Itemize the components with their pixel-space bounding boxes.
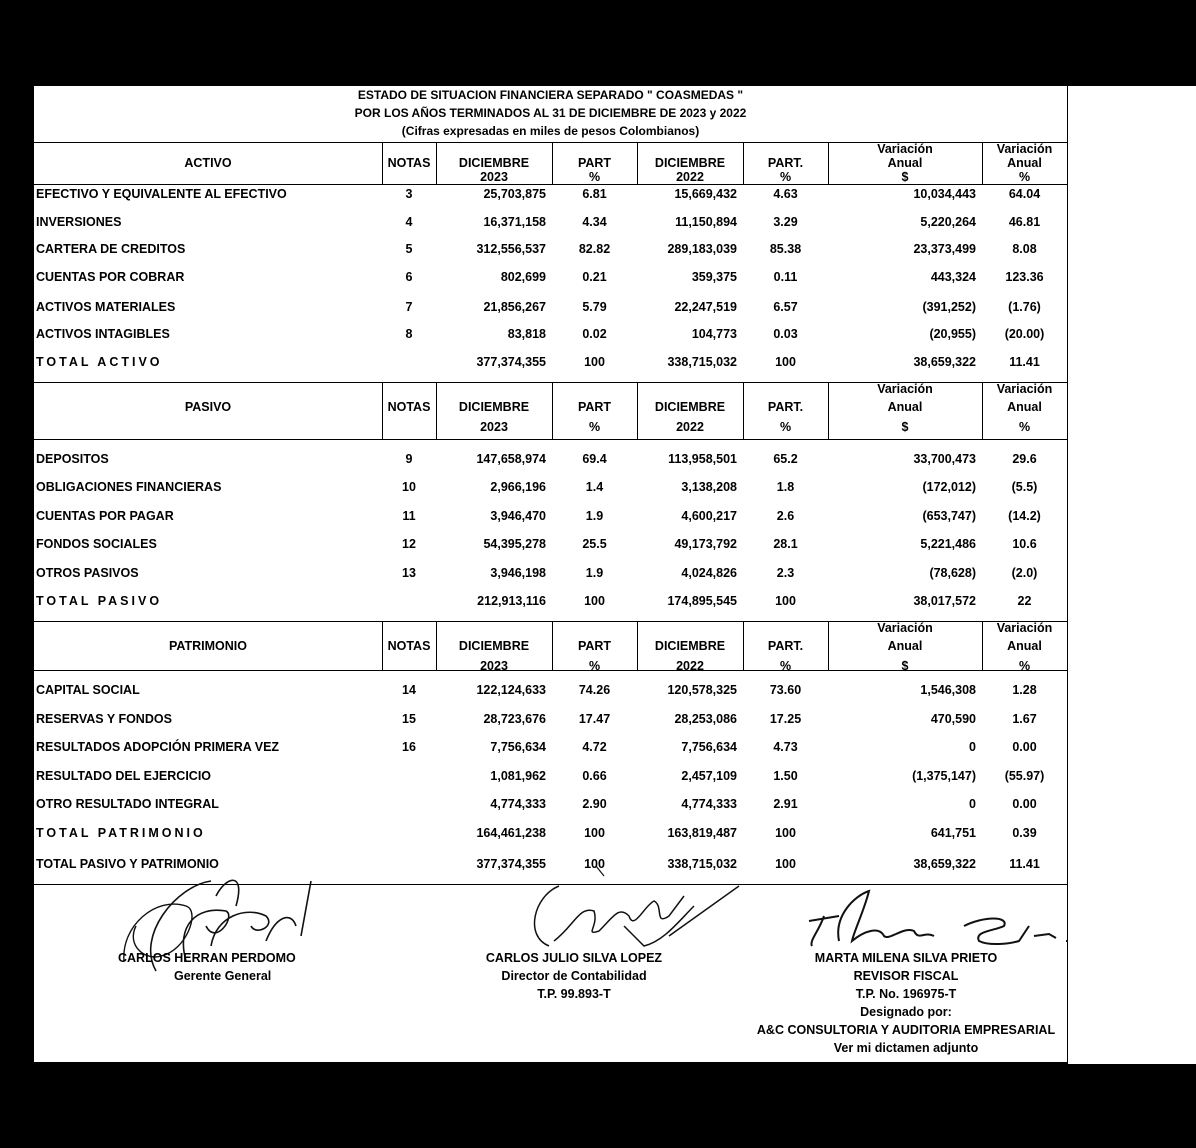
row-nota: 8 (405, 327, 413, 341)
row-part-2022: 73.60 (769, 683, 802, 697)
row-label: DEPOSITOS (36, 452, 109, 466)
col-part-2023-header: PART (577, 639, 612, 653)
col-pct-2022-header: % (779, 659, 792, 673)
row-variation-abs: (1,375,147) (912, 769, 976, 783)
signer-right-tp: T.P. No. 196975-T (855, 987, 957, 1001)
row-value-2023: 2,966,196 (490, 480, 546, 494)
col-var-abs-unit: $ (901, 659, 909, 673)
grand-total-part-2023: 100 (584, 857, 605, 871)
row-variation-abs: 33,700,473 (913, 452, 976, 466)
row-value-2023: 7,756,634 (490, 740, 546, 754)
grand-total-variation-abs: 38,659,322 (913, 857, 976, 871)
row-value-2023: 164,461,238 (476, 826, 546, 840)
right-blank-panel (1068, 86, 1196, 1064)
row-value-2023: 3,946,470 (490, 509, 546, 523)
col-dic-2023-header: DICIEMBRE (458, 400, 530, 414)
grand-total-2023: 377,374,355 (476, 857, 546, 871)
col-year-2022-header: 2022 (676, 170, 704, 184)
row-label: CUENTAS POR COBRAR (36, 270, 185, 284)
row-variation-pct: 0.39 (1012, 826, 1037, 840)
row-value-2022: 4,774,333 (681, 797, 737, 811)
row-value-2023: 3,946,198 (490, 566, 546, 580)
col-pct-2023-header: % (588, 170, 601, 184)
row-label: OBLIGACIONES FINANCIERAS (36, 480, 222, 494)
row-part-2022: 6.57 (773, 300, 798, 314)
row-value-2022: 289,183,039 (667, 242, 737, 256)
row-part-2023: 4.34 (582, 215, 607, 229)
col-var-pct-header: Variación (996, 382, 1053, 396)
row-label: FONDOS SOCIALES (36, 537, 157, 551)
col-notas-header: NOTAS (387, 400, 431, 414)
financial-statement-sheet (34, 86, 1067, 1062)
row-value-2022: 174,895,545 (667, 594, 737, 608)
row-variation-pct: 29.6 (1012, 452, 1037, 466)
signer-center-role: Director de Contabilidad (501, 969, 647, 983)
col-var-abs-anual: Anual (887, 156, 923, 170)
row-variation-abs: 443,324 (930, 270, 976, 284)
row-part-2023: 82.82 (578, 242, 611, 256)
row-variation-pct: 10.6 (1012, 537, 1037, 551)
row-nota: 15 (402, 712, 416, 726)
row-part-2022: 2.3 (776, 566, 795, 580)
row-variation-abs: 38,017,572 (913, 594, 976, 608)
signer-center-name: CARLOS JULIO SILVA LOPEZ (485, 951, 663, 965)
row-part-2023: 100 (584, 355, 605, 369)
col-var-pct-header: Variación (996, 621, 1053, 635)
row-part-2022: 100 (775, 355, 796, 369)
row-part-2022: 1.8 (776, 480, 795, 494)
row-value-2022: 359,375 (691, 270, 737, 284)
row-part-2022: 65.2 (773, 452, 798, 466)
row-variation-abs: (78,628) (929, 566, 976, 580)
row-part-2023: 5.79 (582, 300, 607, 314)
row-value-2022: 11,150,894 (675, 215, 737, 229)
statement-note: (Cifras expresadas en miles de pesos Colombianos) (401, 124, 700, 138)
signer-right-designado: Designado por: (860, 1005, 952, 1019)
row-label: RESULTADO DEL EJERCICIO (36, 769, 212, 783)
row-variation-pct: (20.00) (1004, 327, 1045, 341)
row-part-2023: 4.72 (582, 740, 607, 754)
row-value-2022: 7,756,634 (681, 740, 737, 754)
row-part-2022: 1.50 (773, 769, 798, 783)
row-part-2023: 0.02 (582, 327, 607, 341)
statement-title: ESTADO DE SITUACION FINANCIERA SEPARADO " COASMEDAS " (357, 88, 744, 102)
signer-right-firm: A&C CONSULTORIA Y AUDITORIA EMPRESARIAL (756, 1023, 1056, 1037)
signer-left-role: Gerente General (174, 969, 272, 983)
section-header-rule (34, 439, 1067, 440)
row-variation-abs: 470,590 (930, 712, 976, 726)
row-value-2022: 15,669,432 (674, 187, 737, 201)
row-variation-pct: 22 (1017, 594, 1032, 608)
row-part-2022: 28.1 (773, 537, 798, 551)
signer-center-tp: T.P. 99.893-T (537, 987, 611, 1001)
row-variation-pct: (55.97) (1004, 769, 1045, 783)
signer-right-role: REVISOR FISCAL (853, 969, 959, 983)
row-part-2023: 1.9 (585, 509, 604, 523)
row-nota: 9 (405, 452, 413, 466)
row-variation-pct: 64.04 (1008, 187, 1041, 201)
row-value-2022: 3,138,208 (681, 480, 737, 494)
row-nota: 14 (402, 683, 416, 697)
row-part-2022: 17.25 (769, 712, 802, 726)
row-nota: 10 (402, 480, 416, 494)
row-variation-pct: 0.00 (1012, 797, 1037, 811)
row-nota: 12 (402, 537, 416, 551)
row-variation-pct: 123.36 (1005, 270, 1044, 284)
section-title: PASIVO (184, 400, 232, 414)
col-year-2023-header: 2023 (480, 659, 508, 673)
statement-subtitle: POR LOS AÑOS TERMINADOS AL 31 DE DICIEMBRE DE 2023 y 2022 (354, 106, 747, 120)
row-value-2023: 54,395,278 (483, 537, 546, 551)
row-part-2023: 69.4 (582, 452, 607, 466)
col-part-2022-header: PART. (767, 639, 804, 653)
col-var-abs-header: Variación (877, 142, 933, 156)
row-nota: 3 (405, 187, 413, 201)
col-pct-2022-header: % (779, 170, 792, 184)
col-var-abs-anual: Anual (887, 639, 923, 653)
col-dic-2023-header: DICIEMBRE (458, 639, 530, 653)
row-label: CUENTAS POR PAGAR (36, 509, 174, 523)
col-dic-2022-header: DICIEMBRE (654, 639, 726, 653)
row-part-2023: 25.5 (582, 537, 607, 551)
row-label: CAPITAL SOCIAL (36, 683, 140, 697)
row-nota: 5 (405, 242, 413, 256)
col-part-2023-header: PART (577, 400, 612, 414)
row-part-2022: 0.03 (773, 327, 798, 341)
row-variation-abs: (391,252) (922, 300, 976, 314)
row-value-2023: 312,556,537 (476, 242, 546, 256)
row-part-2023: 2.90 (582, 797, 607, 811)
col-var-abs-header: Variación (877, 621, 933, 635)
section-header-rule (34, 184, 1067, 185)
signature-right-scribble (794, 886, 1084, 956)
total-row-label: TOTAL PATRIMONIO (36, 826, 206, 840)
row-part-2022: 2.6 (776, 509, 795, 523)
row-value-2022: 120,578,325 (667, 683, 737, 697)
row-part-2022: 2.91 (773, 797, 798, 811)
row-value-2022: 338,715,032 (667, 355, 737, 369)
row-value-2023: 147,658,974 (476, 452, 546, 466)
row-value-2023: 212,913,116 (477, 594, 546, 608)
col-pct-2023-header: % (588, 420, 601, 434)
row-value-2022: 2,457,109 (681, 769, 737, 783)
row-part-2023: 0.21 (582, 270, 607, 284)
col-var-pct-anual: Anual (1007, 639, 1042, 653)
col-pct-2022-header: % (779, 420, 792, 434)
row-variation-pct: 11.41 (1009, 355, 1040, 369)
row-label: OTRO RESULTADO INTEGRAL (36, 797, 219, 811)
col-pct-2023-header: % (588, 659, 601, 673)
row-label: INVERSIONES (36, 215, 122, 229)
col-var-abs-unit: $ (901, 420, 909, 434)
row-variation-pct: (2.0) (1011, 566, 1038, 580)
row-variation-pct: (1.76) (1008, 300, 1041, 314)
row-value-2023: 4,774,333 (490, 797, 546, 811)
grand-total-part-2022: 100 (775, 857, 796, 871)
row-label: CARTERA DE CREDITOS (36, 242, 186, 256)
signer-right-dictamen: Ver mi dictamen adjunto (833, 1041, 979, 1055)
total-row-label: TOTAL PASIVO (36, 594, 163, 608)
row-variation-pct: (14.2) (1008, 509, 1041, 523)
row-value-2022: 104,773 (691, 327, 737, 341)
col-year-2022-header: 2022 (676, 420, 704, 434)
row-variation-pct: 0.00 (1012, 740, 1037, 754)
col-dic-2022-header: DICIEMBRE (654, 156, 726, 170)
col-dic-2022-header: DICIEMBRE (654, 400, 726, 414)
row-value-2022: 163,819,487 (667, 826, 737, 840)
row-part-2022: 3.29 (773, 215, 798, 229)
row-value-2023: 122,124,633 (476, 683, 546, 697)
grand-total-label: TOTAL PASIVO Y PATRIMONIO (36, 857, 219, 871)
row-label: RESULTADOS ADOPCIÓN PRIMERA VEZ (36, 740, 280, 754)
col-year-2023-header: 2023 (480, 170, 508, 184)
row-value-2022: 4,024,826 (681, 566, 737, 580)
col-var-pct-unit: % (1018, 170, 1031, 184)
col-var-pct-anual: Anual (1007, 156, 1042, 170)
col-var-abs-anual: Anual (887, 400, 923, 414)
row-variation-abs: (20,955) (929, 327, 976, 341)
total-row-label: TOTAL ACTIVO (36, 355, 163, 369)
row-part-2023: 17.47 (578, 712, 611, 726)
row-part-2023: 1.9 (585, 566, 604, 580)
signer-left-name: CARLOS HERRAN PERDOMO (118, 951, 296, 965)
row-part-2023: 1.4 (585, 480, 604, 494)
col-year-2023-header: 2023 (480, 420, 508, 434)
row-value-2022: 4,600,217 (681, 509, 737, 523)
row-part-2023: 100 (584, 594, 605, 608)
section-title: ACTIVO (184, 156, 232, 170)
col-notas-header: NOTAS (387, 156, 431, 170)
col-var-pct-header: Variación (996, 142, 1053, 156)
row-label: RESERVAS Y FONDOS (36, 712, 172, 726)
row-nota: 16 (402, 740, 416, 754)
row-variation-abs: 641,751 (930, 826, 976, 840)
row-variation-abs: 0 (969, 740, 976, 754)
row-variation-pct: 46.81 (1008, 215, 1041, 229)
row-value-2022: 28,253,086 (674, 712, 737, 726)
row-value-2023: 83,818 (507, 327, 546, 341)
row-value-2022: 49,173,792 (674, 537, 737, 551)
row-variation-abs: 10,034,443 (913, 187, 976, 201)
row-value-2022: 113,958,501 (668, 452, 737, 466)
col-var-pct-anual: Anual (1007, 400, 1042, 414)
col-year-2022-header: 2022 (676, 659, 704, 673)
row-variation-pct: 1.67 (1012, 712, 1037, 726)
row-value-2023: 28,723,676 (483, 712, 546, 726)
row-value-2022: 22,247,519 (674, 300, 737, 314)
row-value-2023: 25,703,875 (483, 187, 546, 201)
row-nota: 13 (402, 566, 416, 580)
row-value-2023: 377,374,355 (476, 355, 546, 369)
row-value-2023: 21,856,267 (483, 300, 546, 314)
row-variation-pct: 1.28 (1012, 683, 1037, 697)
col-var-pct-unit: % (1018, 420, 1031, 434)
row-value-2023: 16,371,158 (483, 215, 546, 229)
row-part-2023: 100 (584, 826, 605, 840)
row-label: ACTIVOS INTAGIBLES (36, 327, 170, 341)
grand-total-variation-pct: 11.41 (1009, 857, 1040, 871)
section-title: PATRIMONIO (168, 639, 247, 653)
row-part-2022: 100 (775, 594, 796, 608)
row-nota: 4 (405, 215, 413, 229)
row-variation-abs: (172,012) (922, 480, 976, 494)
signature-left-scribble (116, 866, 316, 986)
row-nota: 11 (402, 509, 416, 523)
row-part-2022: 0.11 (773, 270, 798, 284)
col-part-2022-header: PART. (767, 400, 804, 414)
row-nota: 6 (405, 270, 413, 284)
row-variation-abs: 1,546,308 (920, 683, 976, 697)
signer-right-name: MARTA MILENA SILVA PRIETO (814, 951, 998, 965)
col-var-pct-unit: % (1018, 659, 1031, 673)
signature-center-scribble (504, 866, 744, 961)
row-part-2022: 100 (775, 826, 796, 840)
row-part-2022: 85.38 (769, 242, 802, 256)
col-part-2022-header: PART. (767, 156, 804, 170)
col-notas-header: NOTAS (387, 639, 431, 653)
row-part-2023: 6.81 (582, 187, 607, 201)
col-part-2023-header: PART (577, 156, 612, 170)
row-variation-pct: 8.08 (1012, 242, 1037, 256)
row-label: EFECTIVO Y EQUIVALENTE AL EFECTIVO (36, 187, 287, 201)
row-label: OTROS PASIVOS (36, 566, 139, 580)
row-label: ACTIVOS MATERIALES (36, 300, 176, 314)
col-var-abs-unit: $ (901, 170, 909, 184)
row-variation-abs: 5,221,486 (920, 537, 976, 551)
grand-total-2022: 338,715,032 (667, 857, 737, 871)
row-part-2022: 4.73 (773, 740, 798, 754)
row-value-2023: 802,699 (500, 270, 546, 284)
row-variation-abs: 5,220,264 (920, 215, 976, 229)
col-var-abs-header: Variación (877, 382, 933, 396)
row-part-2022: 4.63 (773, 187, 798, 201)
row-variation-abs: 23,373,499 (913, 242, 976, 256)
row-variation-abs: 38,659,322 (913, 355, 976, 369)
row-part-2023: 74.26 (578, 683, 611, 697)
row-value-2023: 1,081,962 (490, 769, 546, 783)
row-variation-abs: 0 (969, 797, 976, 811)
row-variation-abs: (653,747) (922, 509, 976, 523)
row-part-2023: 0.66 (582, 769, 607, 783)
row-variation-pct: (5.5) (1011, 480, 1038, 494)
col-dic-2023-header: DICIEMBRE (458, 156, 530, 170)
row-nota: 7 (405, 300, 413, 314)
